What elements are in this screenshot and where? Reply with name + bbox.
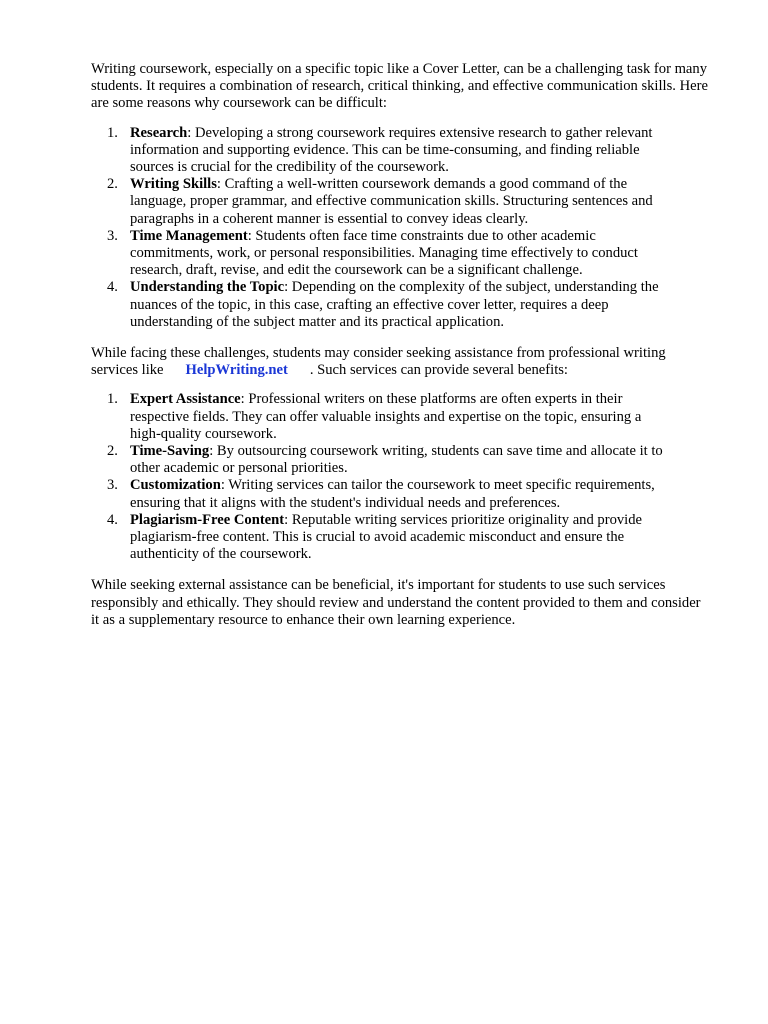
list-text: : Developing a strong coursework requires extensive research to gather relevant information and supporting evidence. This can be time-consuming, and finding reliable sources is crucial for the credibility of the coursework. (130, 124, 653, 176)
list-item (91, 477, 673, 511)
list-number: 3. (107, 477, 118, 494)
list-term: Expert Assistance (130, 391, 241, 408)
assistance-paragraph (91, 345, 712, 379)
list-number: 2. (107, 176, 118, 193)
challenges-list (91, 125, 673, 331)
list-number: 3. (107, 227, 118, 244)
list-item (91, 228, 673, 280)
list-term: Research (130, 124, 188, 141)
list-text: : Reputable writing services prioritize originality and provide plagiarism-free content. This is crucial to avoid academic misconduct and ensure the authenticity of the coursework. (130, 511, 642, 563)
list-item (91, 125, 673, 177)
list-text: : Writing services can tailor the coursework to meet specific requirements, ensuring that it aligns with the student's individual needs and preferences. (130, 477, 655, 511)
list-item (91, 512, 673, 564)
list-text: : Depending on the complexity of the subject, understanding the nuances of the topic, in this case, crafting an effective cover letter, requires a deep understanding of the subject matter and its practical application. (130, 279, 659, 330)
list-item (91, 176, 673, 228)
list-text: : By outsourcing coursework writing, students can save time and allocate it to other academic or personal priorities. (130, 443, 663, 477)
list-term: Writing Skills (130, 176, 217, 193)
list-text: : Crafting a well-written coursework demands a good command of the language, proper grammar, and effective communication skills. Structuring sentences and paragraphs in a coherent manner is essential to convey ideas clearly. (130, 176, 653, 227)
list-text: : Students often face time constraints due to other academic commitments, work, or personal responsibilities. Managing time effectively to conduct research, draft, revise, and edit the coursework can be a significant challenge. (130, 227, 638, 279)
list-item (91, 443, 673, 477)
list-term: Plagiarism-Free Content (130, 511, 285, 528)
list-term: Understanding the Topic (130, 279, 285, 296)
list-number: 2. (107, 443, 118, 460)
list-item (91, 391, 673, 443)
list-number: 1. (107, 124, 118, 141)
list-number: 4. (107, 511, 118, 528)
list-term: Time-Saving (130, 443, 210, 460)
list-number: 1. (107, 391, 118, 408)
conclusion-paragraph: While seeking external assistance can be beneficial, it's important for students to use such services responsibly and ethically. They should review and understand the content provided to them and consider it as a supplementary resource to enhance their own learning experience. (91, 577, 701, 628)
intro-paragraph: Writing coursework, especially on a specific topic like a Cover Letter, can be a challenging task for many students. It requires a combination of research, critical thinking, and effective communication skills. Here are some reasons why coursework can be difficult: (91, 61, 708, 112)
list-term: Customization (130, 477, 221, 494)
list-number: 4. (107, 279, 118, 296)
list-text: : Professional writers on these platforms are often experts in their respective fields. They can offer valuable insights and expertise on the topic, ensuring a high-quality coursework. (130, 391, 642, 442)
helpwriting-link[interactable]: HelpWriting.net (185, 362, 288, 379)
benefits-list (91, 391, 673, 563)
assistance-text-before: While facing these challenges, students may consider seeking assistance from professional writing services like (91, 345, 666, 379)
assistance-text-after: . Such services can provide several benefits: (309, 362, 568, 379)
list-item (91, 279, 673, 331)
list-term: Time Management (130, 227, 248, 244)
